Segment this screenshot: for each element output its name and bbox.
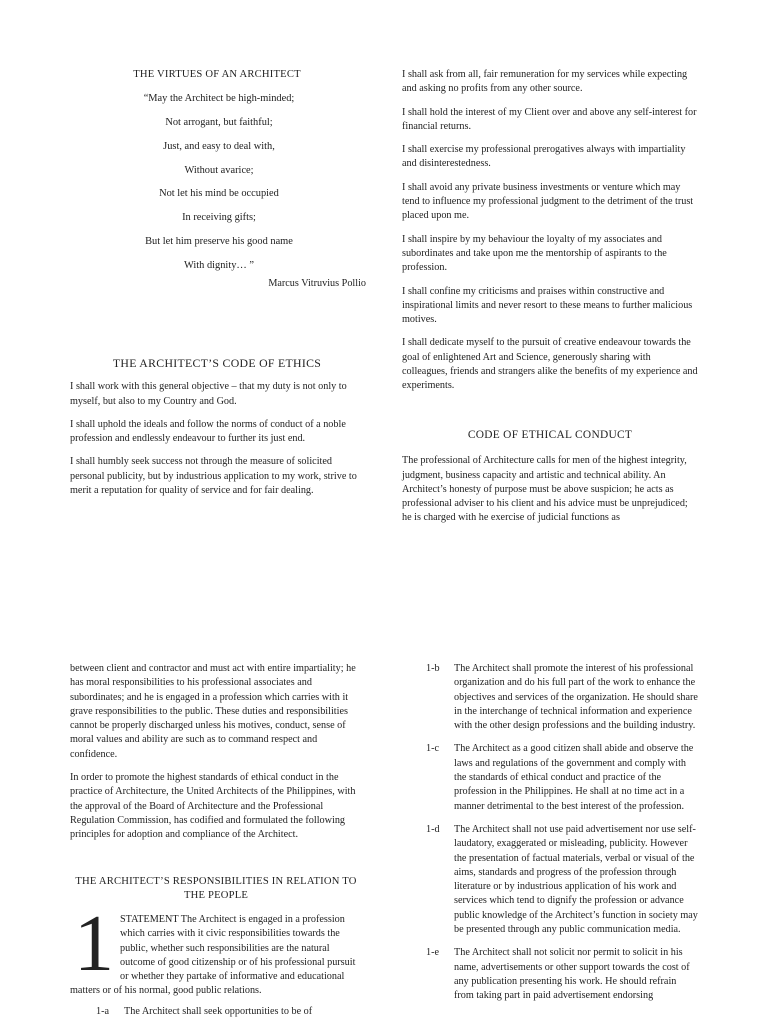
- conduct-section: [402, 428, 698, 526]
- item-1c: [426, 742, 698, 813]
- ethics-paragraph: I shall avoid any private business investments or venture which may tend to influence my professional judgment to the detriment of the trust placed upon me.: [402, 181, 694, 222]
- ethics-paragraph: I shall dedicate myself to the pursuit of creative endeavour towards the goal of enlightened Art and Science, generously sharing with colleagues, friends and strangers alike the benefits of my experience and experiments.: [402, 337, 698, 392]
- item-label: 1-c: [426, 743, 440, 755]
- ethics-paragraph: I shall hold the interest of my Client over and above any self-interest for financial returns.: [402, 106, 697, 132]
- page2-left-column: [70, 662, 362, 852]
- responsibilities-title: THE ARCHITECT’S RESPONSIBILITIES IN RELATION TO THE PEOPLE: [75, 876, 357, 901]
- verse-line: Just, and easy to deal with,: [163, 140, 275, 152]
- ethics-paragraph: I shall exercise my professional prerogatives always with impartiality and disinterestedness.: [402, 144, 686, 170]
- item-1d: [426, 823, 698, 937]
- responsibilities-section: [70, 875, 362, 1028]
- ethics-right-section: [402, 68, 698, 403]
- verse-line: Not let his mind be occupied: [159, 188, 279, 200]
- item-1e: [426, 946, 698, 1003]
- ethics-paragraph: I shall ask from all, fair remuneration for my services while expecting and asking no profits from any other source.: [402, 69, 688, 95]
- item-text: The Architect shall not use paid advertisement nor use self-laudatory, exaggerated or misleading, publicity. However the presentation of factual materials, verbal or visual of the aims, standards and progress of the profession through literature or by industrious application of his work and services which tend to dignify the profession or advance public knowledge of the Architect’s function in society may be presented through any public communication media.: [454, 823, 698, 936]
- ethics-paragraph: I shall confine my criticisms and praises within constructive and inspirational limits and never resort to these means to further malicious motives.: [402, 285, 693, 326]
- statement-number: 1: [74, 913, 114, 988]
- item-label: 1-e: [426, 947, 440, 959]
- verse-line: Not arrogant, but faithful;: [165, 117, 273, 129]
- ethics-paragraph: I shall uphold the ideals and follow the norms of conduct of a noble profession and endlessly endeavour to further its just end.: [70, 418, 346, 445]
- body-paragraph: In order to promote the highest standards of ethical conduct in the practice of Architecture, the United Architects of the Philippines, with the approval of the Board of Architecture and the Professional Regulation Commission, has codified and formulated the following principles for adoption and compliance of the Architect.: [70, 772, 356, 841]
- item-text: The Architect shall promote the interest of his professional organization and do his full part of the work to enhance the objectives and services of the organization. He should share in the interchange of technical information and experience with the other design professions and the building industry.: [454, 663, 698, 732]
- item-1b: [426, 662, 698, 733]
- statement-text: STATEMENT The Architect is engaged in a profession which carries with it civic responsibilities towards the public, whether such responsibilities are the natural outcome of good citizenship or of his professional pursuit or whether they partake of informative and educational matters or of his normal, good public relations.: [70, 914, 356, 997]
- item-label: 1-b: [426, 663, 440, 674]
- statement-block: [70, 913, 362, 999]
- verse-author: Marcus Vitruvius Pollio: [268, 278, 366, 290]
- body-paragraph: between client and contractor and must act with entire impartiality; he has moral responsibilities to his professional associates and subordinates; and he is engaged in a profession which carries with it grave responsibilities to the public. These duties and responsibilities cannot be properly discharged unless his motives, conduct, sense of moral values and ability are such as to command respect and confidence.: [70, 663, 356, 760]
- conduct-paragraph: The professional of Architecture calls for men of the highest integrity, judgment, business capacity and artistic and technical ability. An Architect’s honesty of purpose must be above suspicion; he acts as professional adviser to his client and his advice must be unprejudiced; he is charged with he exercise of judicial functions as: [402, 455, 688, 524]
- ethics-title: THE ARCHITECT’S CODE OF ETHICS: [112, 356, 322, 370]
- ethics-left-section: [70, 356, 364, 507]
- ethics-paragraph: I shall work with this general objective – that my duty is not only to myself, but also to my Country and God.: [70, 381, 347, 407]
- conduct-title: CODE OF ETHICAL CONDUCT: [467, 429, 633, 441]
- virtues-title: THE VIRTUES OF AN ARCHITECT: [133, 69, 301, 80]
- verse-line: Without avarice;: [184, 164, 254, 176]
- item-1a: [96, 1005, 362, 1019]
- verse-line: “May the Architect be high-minded;: [143, 93, 295, 105]
- verse-line: But let him preserve his good name: [145, 236, 293, 248]
- item-text: The Architect shall not solicit nor permit to solicit in his name, advertisements or other support towards the cost of any publication presenting his work. He should refrain from taking part in paid advertisement endorsing: [454, 947, 690, 1002]
- verse-line: In receiving gifts;: [182, 212, 256, 224]
- ethics-paragraph: I shall humbly seek success not through the measure of solicited personal publicity, but by industrious application to my work, strive to merit a reputation for quality of service and for fair dealing.: [70, 456, 357, 497]
- item-text: The Architect as a good citizen shall abide and observe the laws and regulations of the government and comply with the standards of ethical conduct and practice of the profession in the Philippines. He shall at no time act in a manner detrimental to the best interest of the profession.: [454, 743, 694, 812]
- item-label: 1-a: [96, 1005, 110, 1017]
- item-text: The Architect shall seek opportunities to be of: [124, 1005, 313, 1017]
- item-label: 1-d: [426, 823, 440, 835]
- virtues-section: [70, 68, 368, 291]
- ethics-paragraph: I shall inspire by my behaviour the loyalty of my associates and subordinates and take upon me the mentorship of aspirants to the profession.: [402, 233, 667, 274]
- page2-right-column: [426, 662, 698, 1013]
- verse-line: With dignity… ”: [184, 259, 254, 271]
